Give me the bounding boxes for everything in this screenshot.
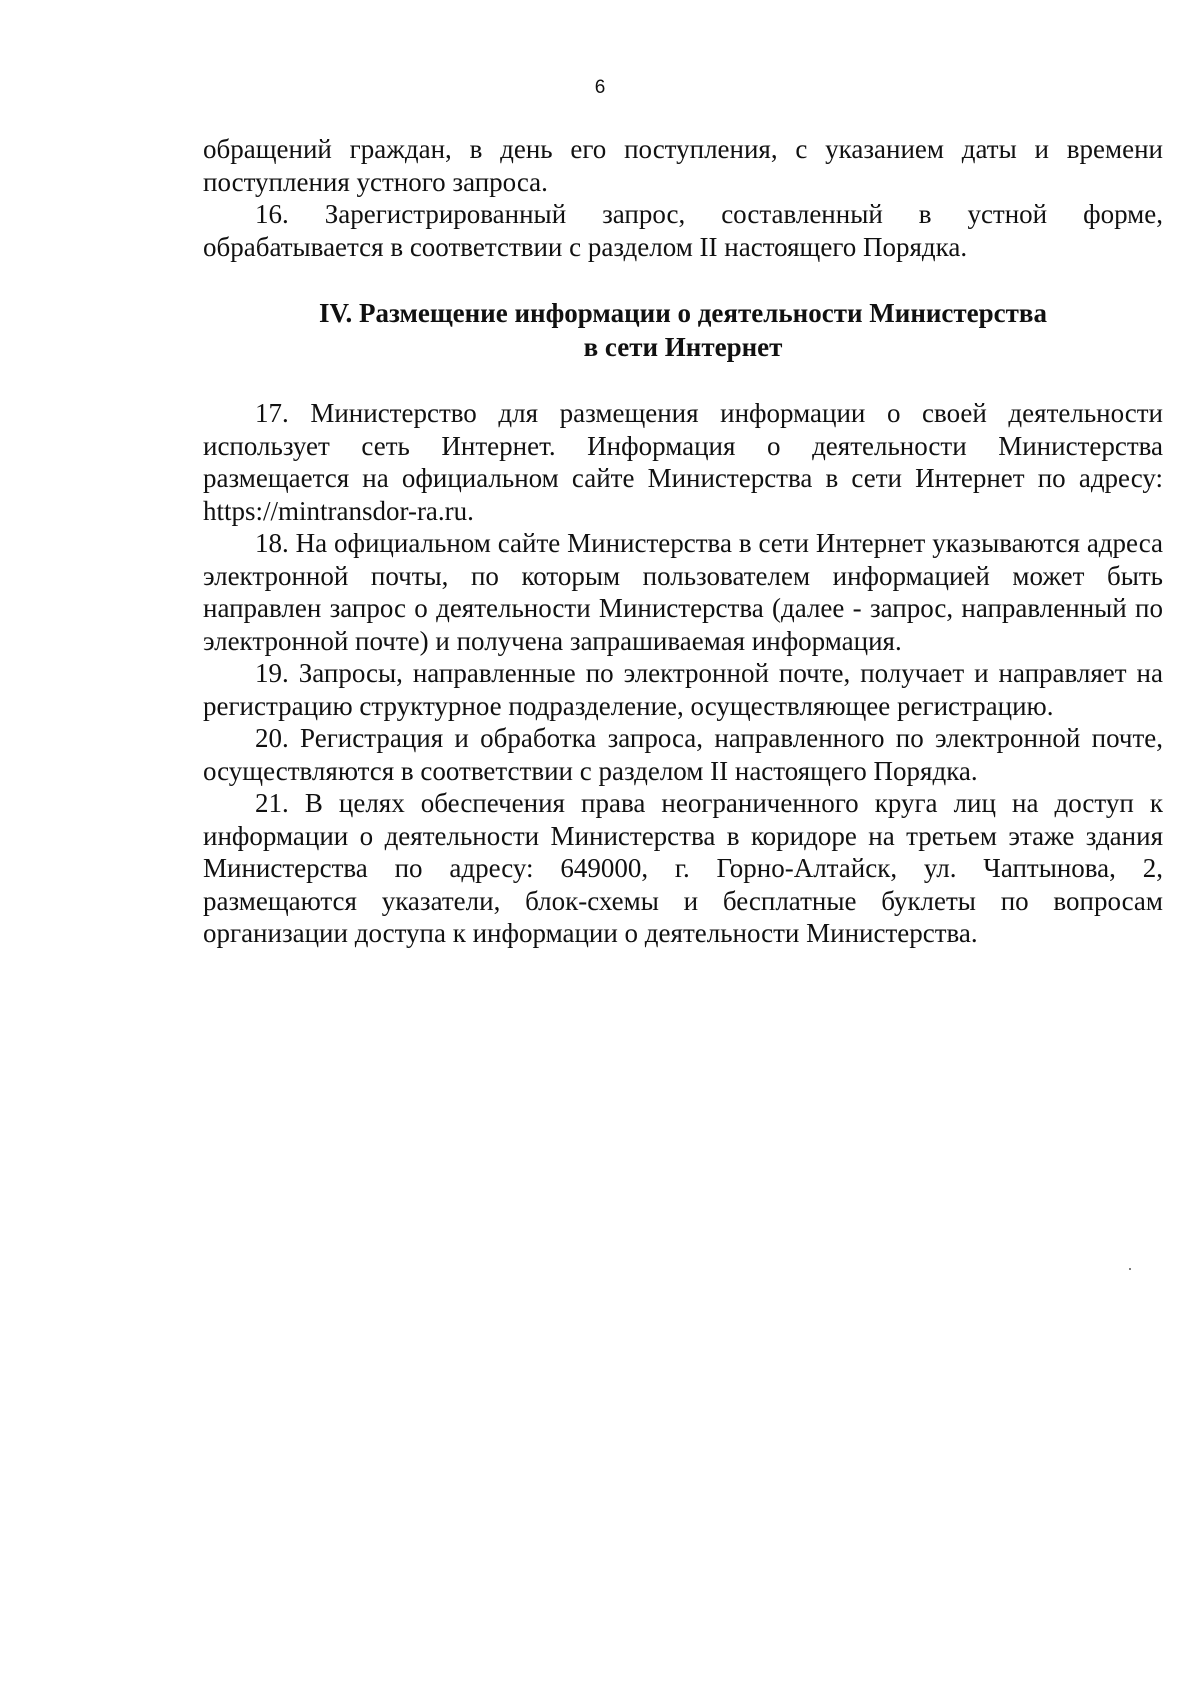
- page-number: 6: [594, 77, 606, 98]
- paragraph-16: 16. Зарегистрированный запрос, составленный в устной форме, обрабатывается в соответствии с разделом II настоящего Порядка.: [203, 199, 1163, 262]
- paragraph-18: 18. На официальном сайте Министерства в сети Интернет указываются адреса электронной почты, по которым пользователем информацией может быть направлен запрос о деятельности Министерства (далее - запрос, направленный по электронной почте) и получена запрашиваемая информация.: [203, 528, 1163, 656]
- section-heading: [203, 296, 1163, 364]
- section-heading-line-2: в сети Интернет: [583, 332, 783, 362]
- paragraph-19: 19. Запросы, направленные по электронной почте, получает и направляет на регистрацию структурное подразделение, осуществляющее регистрацию.: [203, 658, 1163, 721]
- scan-speck: [1129, 1268, 1131, 1270]
- document-body: [203, 133, 1163, 950]
- paragraph-17: 17. Министерство для размещения информации о своей деятельности использует сеть Интернет. Информация о деятельности Министерства размещается на официальном сайте Министерства в сети Интернет по адресу: https://mintransdor-ra.ru.: [203, 398, 1163, 526]
- paragraph-continuation: обращений граждан, в день его поступления, с указанием даты и времени поступления устного запроса.: [203, 134, 1163, 197]
- section-heading-line-1: IV. Размещение информации о деятельности Министерства: [318, 298, 1048, 328]
- paragraph-21: 21. В целях обеспечения права неограниченного круга лиц на доступ к информации о деятельности Министерства в коридоре на третьем этаже здания Министерства по адресу: 649000, г. Горно-Алтайск, ул. Чаптынова, 2, размещаются указатели, блок-схемы и бесплатные буклеты по вопросам организации доступа к информации о деятельности Министерства.: [203, 788, 1163, 948]
- paragraph-20: 20. Регистрация и обработка запроса, направленного по электронной почте, осуществляются в соответствии с разделом II настоящего Порядка.: [203, 723, 1163, 786]
